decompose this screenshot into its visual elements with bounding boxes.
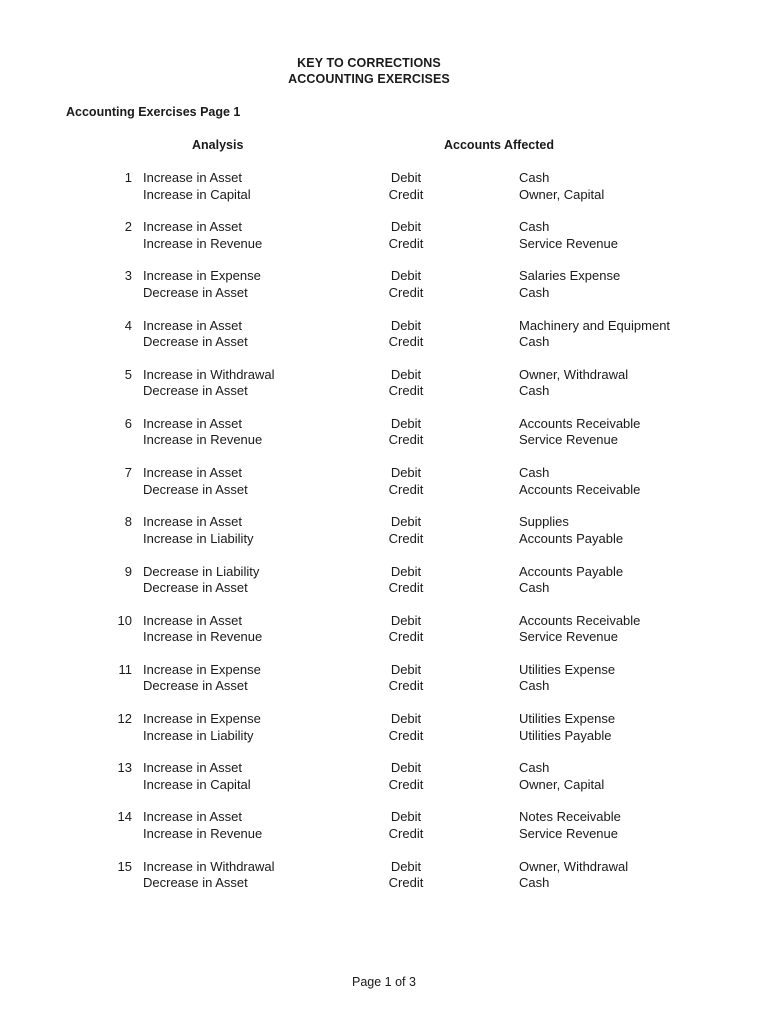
entry-account: Utilities Expense: [519, 711, 616, 727]
entry-debit-line: [0, 760, 768, 777]
entry-credit-label: Credit: [388, 776, 424, 792]
entry-analysis: Increase in Asset: [143, 514, 242, 530]
entry-analysis: Decrease in Asset: [143, 284, 248, 300]
entry-account: Accounts Receivable: [519, 415, 641, 431]
entry-analysis: Increase in Expense: [143, 268, 261, 284]
journal-entry: [0, 219, 768, 268]
entry-credit-line: [0, 728, 768, 745]
entry-credit-line: [0, 580, 768, 597]
entry-debit-label: Debit: [390, 858, 422, 874]
entry-credit-label: Credit: [388, 530, 424, 546]
entry-credit-label: Credit: [388, 727, 424, 743]
journal-entry: [0, 760, 768, 809]
entry-account: Service Revenue: [519, 629, 618, 645]
journal-entry: [0, 613, 768, 662]
entry-analysis: Decrease in Asset: [143, 481, 248, 497]
entry-debit-line: [0, 170, 768, 187]
entry-analysis: Increase in Asset: [143, 465, 242, 481]
entry-debit-label: Debit: [390, 317, 422, 333]
entry-account: Salaries Expense: [519, 268, 621, 284]
entry-number: 10: [117, 612, 132, 628]
entry-credit-line: [0, 334, 768, 351]
entry-analysis: Increase in Asset: [143, 612, 242, 628]
entry-debit-line: [0, 318, 768, 335]
entry-account: Cash: [519, 465, 550, 481]
entry-account: Supplies: [519, 514, 569, 530]
entry-account: Service Revenue: [519, 432, 618, 448]
entry-analysis: Increase in Asset: [143, 809, 242, 825]
entry-account: Utilities Payable: [519, 727, 612, 743]
entry-credit-label: Credit: [388, 629, 424, 645]
entry-credit-label: Credit: [388, 383, 424, 399]
entry-credit-line: [0, 383, 768, 400]
entry-number: 8: [124, 514, 132, 530]
entry-credit-label: Credit: [388, 284, 424, 300]
entry-analysis: Decrease in Asset: [143, 334, 248, 350]
entry-account: Owner, Capital: [519, 186, 605, 202]
entry-account: Service Revenue: [519, 825, 618, 841]
entry-debit-line: [0, 416, 768, 433]
entry-credit-label: Credit: [388, 235, 424, 251]
entry-debit-label: Debit: [390, 612, 422, 628]
entry-credit-label: Credit: [388, 334, 424, 350]
entry-credit-label: Credit: [388, 186, 424, 202]
entry-analysis: Increase in Revenue: [143, 432, 263, 448]
journal-entry: [0, 662, 768, 711]
entry-debit-line: [0, 711, 768, 728]
journal-entry: [0, 465, 768, 514]
entry-debit-line: [0, 465, 768, 482]
entry-account: Machinery and Equipment: [519, 317, 671, 333]
entry-debit-line: [0, 514, 768, 531]
entry-account: Notes Receivable: [519, 809, 621, 825]
entry-account: Cash: [519, 170, 550, 185]
entry-analysis: Increase in Liability: [143, 727, 254, 743]
entry-credit-label: Credit: [388, 825, 424, 841]
entry-account: Owner, Withdrawal: [519, 366, 629, 382]
entry-number: 5: [124, 366, 132, 382]
entry-credit-label: Credit: [388, 481, 424, 497]
entry-debit-line: [0, 367, 768, 384]
entry-debit-label: Debit: [390, 661, 422, 677]
entry-credit-line: [0, 678, 768, 695]
journal-entries-list: [0, 170, 768, 908]
document-subtitle: ACCOUNTING EXERCISES: [288, 72, 450, 86]
entry-debit-line: [0, 662, 768, 679]
entry-analysis: Increase in Liability: [143, 530, 254, 546]
entry-account: Accounts Payable: [519, 530, 624, 546]
entry-credit-label: Credit: [388, 875, 424, 891]
journal-entry: [0, 170, 768, 219]
journal-entry: [0, 367, 768, 416]
entry-debit-label: Debit: [390, 415, 422, 431]
journal-entry: [0, 809, 768, 858]
entry-number: 11: [118, 661, 132, 677]
entry-account: Cash: [519, 383, 550, 399]
entry-credit-label: Credit: [388, 580, 424, 595]
entry-analysis: Decrease in Asset: [143, 875, 248, 891]
entry-account: Cash: [519, 678, 550, 694]
journal-entry: [0, 416, 768, 465]
entry-account: Cash: [519, 760, 550, 776]
journal-entry: [0, 268, 768, 317]
entry-analysis: Increase in Asset: [143, 219, 242, 235]
entry-number: 7: [124, 465, 132, 481]
journal-entry: [0, 564, 768, 613]
entry-number: 9: [124, 563, 132, 579]
entry-account: Owner, Capital: [519, 776, 605, 792]
entry-analysis: Increase in Withdrawal: [143, 858, 275, 874]
entry-analysis: Increase in Capital: [143, 186, 251, 202]
entry-debit-label: Debit: [390, 170, 422, 185]
page-number: Page 1 of 3: [352, 975, 416, 989]
entry-analysis: Increase in Asset: [143, 760, 242, 776]
journal-entry: [0, 318, 768, 367]
entry-debit-line: [0, 564, 768, 581]
entry-analysis: Increase in Revenue: [143, 235, 263, 251]
entry-debit-label: Debit: [390, 711, 422, 727]
column-header-accounts-affected: Accounts Affected: [444, 138, 554, 152]
entry-debit-line: [0, 809, 768, 826]
entry-number: 6: [124, 415, 132, 431]
entry-credit-line: [0, 285, 768, 302]
entry-credit-line: [0, 432, 768, 449]
entry-debit-line: [0, 859, 768, 876]
journal-entry: [0, 859, 768, 908]
entry-account: Cash: [519, 875, 550, 891]
entry-credit-line: [0, 629, 768, 646]
entry-credit-line: [0, 236, 768, 253]
entry-debit-label: Debit: [390, 366, 422, 382]
section-heading: Accounting Exercises Page 1: [66, 105, 241, 119]
entry-analysis: Increase in Asset: [143, 415, 242, 431]
entry-analysis: Increase in Capital: [143, 776, 251, 792]
document-title: KEY TO CORRECTIONS: [297, 56, 441, 70]
entry-number: 2: [124, 219, 132, 235]
entry-credit-line: [0, 482, 768, 499]
entry-number: 4: [124, 317, 132, 333]
entry-credit-line: [0, 777, 768, 794]
entry-analysis: Increase in Revenue: [143, 825, 263, 841]
entry-debit-label: Debit: [390, 514, 422, 530]
entry-analysis: Decrease in Asset: [143, 383, 248, 399]
entry-account: Cash: [519, 334, 550, 350]
entry-debit-label: Debit: [390, 809, 422, 825]
entry-debit-line: [0, 613, 768, 630]
entry-account: Accounts Receivable: [519, 481, 641, 497]
entry-account: Cash: [519, 284, 550, 300]
entry-account: Owner, Withdrawal: [519, 858, 629, 874]
entry-credit-line: [0, 875, 768, 892]
entry-debit-label: Debit: [390, 465, 422, 481]
journal-entry: [0, 711, 768, 760]
entry-credit-line: [0, 187, 768, 204]
entry-account: Utilities Expense: [519, 661, 616, 677]
entry-credit-line: [0, 531, 768, 548]
entry-number: 1: [124, 170, 132, 185]
entry-credit-label: Credit: [388, 432, 424, 448]
entry-analysis: Increase in Withdrawal: [143, 366, 275, 382]
entry-analysis: Increase in Expense: [143, 711, 261, 727]
entry-analysis: Increase in Expense: [143, 661, 261, 677]
entry-number: 13: [117, 760, 132, 776]
entry-account: Accounts Payable: [519, 563, 624, 579]
entry-debit-label: Debit: [390, 268, 422, 284]
entry-analysis: Decrease in Asset: [143, 580, 248, 595]
entry-account: Cash: [519, 580, 550, 595]
entry-account: Accounts Receivable: [519, 612, 641, 628]
entry-debit-label: Debit: [390, 219, 422, 235]
entry-debit-label: Debit: [390, 760, 422, 776]
entry-analysis: Increase in Asset: [143, 317, 242, 333]
entry-analysis: Increase in Revenue: [143, 629, 263, 645]
entry-number: 3: [124, 268, 132, 284]
entry-debit-line: [0, 219, 768, 236]
entry-account: Cash: [519, 219, 550, 235]
entry-number: 14: [117, 809, 132, 825]
entry-number: 15: [117, 858, 132, 874]
entry-credit-label: Credit: [388, 678, 424, 694]
entry-analysis: Decrease in Liability: [143, 563, 260, 579]
entry-credit-line: [0, 826, 768, 843]
entry-analysis: Increase in Asset: [143, 170, 242, 185]
journal-entry: [0, 514, 768, 563]
entry-analysis: Decrease in Asset: [143, 678, 248, 694]
entry-number: 12: [117, 711, 132, 727]
column-header-analysis: Analysis: [192, 138, 244, 152]
entry-debit-label: Debit: [390, 563, 422, 579]
entry-account: Service Revenue: [519, 235, 618, 251]
entry-debit-line: [0, 268, 768, 285]
